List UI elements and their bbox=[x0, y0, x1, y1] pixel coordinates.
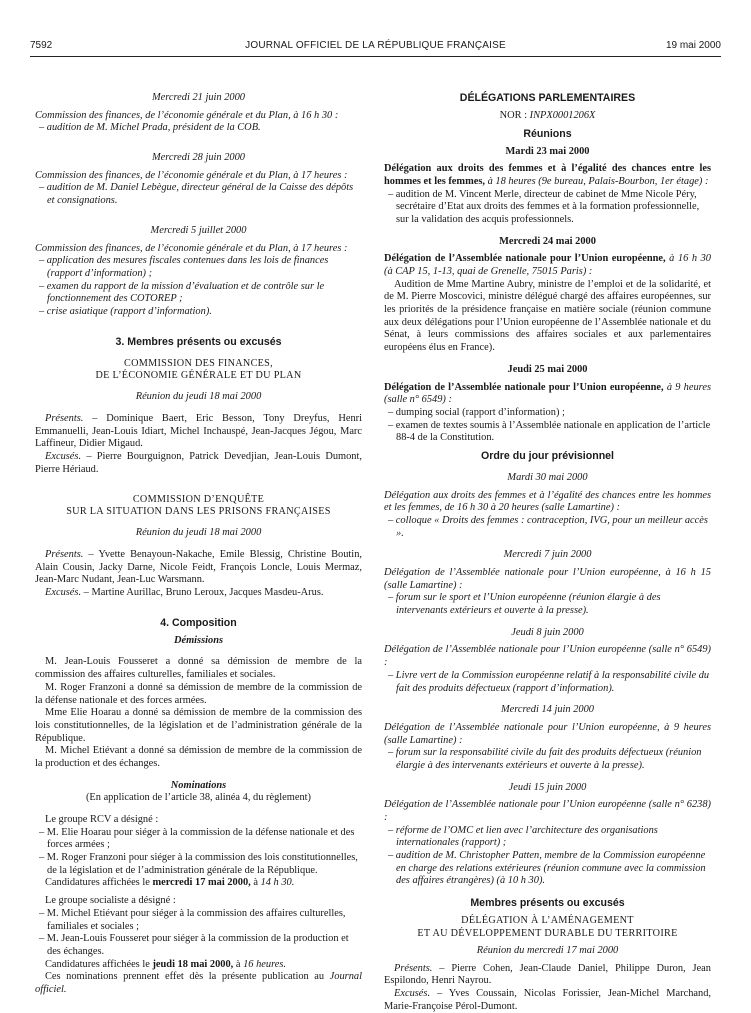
attendees-excused: Excusés. – Martine Aurillac, Bruno Leroux, Jacques Masdeu-Arus. bbox=[45, 587, 324, 599]
committee-name: ET AU DÉVELOPPEMENT DURABLE DU TERRITOIRE bbox=[417, 927, 678, 939]
meeting-date: Réunion du jeudi 18 mai 2000 bbox=[135, 527, 262, 539]
subsection-title: Nominations bbox=[170, 779, 227, 791]
date-heading: Mardi 30 mai 2000 bbox=[507, 471, 588, 483]
paragraph: Ces nominations prennent effet dès la présente publication au Journal officiel. bbox=[35, 971, 362, 995]
journal-title: JOURNAL OFFICIEL DE LA RÉPUBLIQUE FRANÇAISE bbox=[245, 40, 506, 51]
agenda-item: – réforme de l’OMC et lien avec l’architecture des organisations internationales (rapport) ; bbox=[388, 824, 658, 849]
committee-name: COMMISSION D’ENQUÊTE bbox=[132, 493, 265, 505]
date-heading: Jeudi 15 juin 2000 bbox=[508, 781, 587, 793]
meeting-date: Réunion du jeudi 18 mai 2000 bbox=[135, 391, 262, 403]
meeting-date: Réunion du mercredi 17 mai 2000 bbox=[476, 944, 619, 956]
agenda-item: – forum sur le sport et l’Union européenne (réunion élargie à des intervenants extérieurs et ouverte à la presse). bbox=[388, 592, 661, 617]
committee-name: COMMISSION DES FINANCES, bbox=[124, 357, 273, 369]
agenda-item: – audition de M. Vincent Merle, directeur de cabinet de Mme Nicole Péry, secrétaire d’Etat aux droits des femmes et à la formation professionnelle, sur la validation des acquis professionnels. bbox=[388, 188, 700, 225]
agenda-item: – examen du rapport de la mission d’évaluation et de contrôle sur le fonctionnement des COTOREP ; bbox=[39, 280, 325, 305]
paragraph: M. Jean-Louis Fousseret a donné sa démission de membre de la commission des affaires culturelles, familiales et sociales. bbox=[35, 656, 362, 681]
agenda-item: – audition de M. Michel Prada, président de la COB. bbox=[39, 122, 261, 134]
header-rule bbox=[30, 56, 721, 57]
meeting-heading: Délégation de l’Assemblée nationale pour l’Union européenne, à 9 heures (salle n° 6549) : bbox=[384, 381, 711, 406]
meeting-heading: Délégation aux droits des femmes et à l’égalité des chances entre les hommes et les femmes, à 18 heures (9e bureau, Palais-Bourbon, 1er étage) : bbox=[384, 163, 711, 187]
date-heading: Mercredi 21 juin 2000 bbox=[151, 92, 246, 103]
date-heading: Mercredi 24 mai 2000 bbox=[499, 235, 596, 247]
paragraph: M. Roger Franzoni a donné sa démission de membre de la commission de la défense nationale et des forces armées. bbox=[35, 681, 362, 706]
agenda-item: – Livre vert de la Commission européenne relatif à la responsabilité civile du fait des produits défectueux (rapport d’information). bbox=[388, 669, 710, 694]
agenda-item: – examen de textes soumis à l’Assemblée nationale en application de l’article 88-4 de la Constitution. bbox=[388, 419, 711, 444]
paragraph: M. Michel Etiévant a donné sa démission de membre de la commission de la production et des échanges. bbox=[35, 745, 362, 769]
committee-name: DÉLÉGATION À L’AMÉNAGEMENT bbox=[461, 915, 634, 927]
subsection-title: Réunions bbox=[523, 127, 572, 140]
left-column bbox=[35, 92, 362, 997]
attendees-present: Présents. – Dominique Baert, Eric Besson, Tony Dreyfus, Henri Emmanuelli, Jean-Louis Idiart, Michel Inchauspé, Jean-Jacques Jégou, Marc Laffineur, Didier Migaud. bbox=[35, 413, 362, 450]
attendees-excused: Excusés. – Pierre Bourguignon, Patrick Devedjian, Jean-Louis Dumont, Pierre Hériaud. bbox=[35, 451, 362, 475]
meeting-heading: Délégation aux droits des femmes et à l’égalité des chances entre les hommes et les femmes, de 16 h 30 à 20 heures (salle Lamartine) : bbox=[384, 489, 711, 514]
agenda-item: – application des mesures fiscales contenues dans les lois de finances (rapport d’information) ; bbox=[39, 255, 329, 279]
agenda-item: Audition de Mme Martine Aubry, ministre de l’emploi et de la solidarité, et de M. Pierre Moscovici, ministre délégué chargé des affaires européennes, sur les priorités de la présidence française en matière sociale (réunion commune aux deux délégations pour l’Union européenne de l’Assemblée nationale et du Sénat, à leurs commissions des affaires sociales et aux parlementaires européens élus en France). bbox=[384, 278, 711, 354]
subsection-title: Ordre du jour prévisionnel bbox=[480, 449, 615, 462]
section-title: 4. Composition bbox=[160, 616, 237, 629]
meeting-heading: Commission des finances, de l’économie générale et du Plan, à 17 heures : bbox=[35, 169, 348, 181]
agenda-item: – audition de M. Daniel Lebègue, directeur général de la Caisse des dépôts et consignations. bbox=[39, 182, 354, 207]
date-heading: Mercredi 28 juin 2000 bbox=[151, 152, 246, 164]
section-title: DÉLÉGATIONS PARLEMENTAIRES bbox=[459, 92, 636, 104]
paragraph: Le groupe socialiste a désigné : bbox=[45, 895, 176, 907]
section-title: 3. Membres présents ou excusés bbox=[115, 335, 282, 348]
committee-name: DE L’ÉCONOMIE GÉNÉRALE ET DU PLAN bbox=[95, 369, 302, 381]
meeting-heading: Commission des finances, de l’économie générale et du Plan, à 16 h 30 : bbox=[35, 109, 339, 121]
agenda-item: – crise asiatique (rapport d’information). bbox=[39, 305, 212, 317]
date-heading: Mercredi 14 juin 2000 bbox=[500, 704, 595, 716]
date-heading: Mercredi 5 juillet 2000 bbox=[150, 224, 247, 236]
date-heading: Mardi 23 mai 2000 bbox=[505, 145, 590, 157]
agenda-item: – dumping social (rapport d’information) ; bbox=[388, 406, 565, 418]
paragraph: Candidatures affichées le mercredi 17 mai 2000, à 14 h 30. bbox=[45, 877, 295, 889]
meeting-heading: Délégation de l’Assemblée nationale pour l’Union européenne, à 16 h 30 (à CAP 15, 1-13, quai de Grenelle, 75015 Paris) : bbox=[384, 253, 711, 278]
agenda-item: – audition de M. Christopher Patten, membre de la Commission européenne en charge des relations extérieures (réunion commune avec la commission des affaires étrangères) (à 10 h 30). bbox=[388, 850, 706, 887]
paragraph: Candidatures affichées le jeudi 18 mai 2000, à 16 heures. bbox=[45, 958, 286, 970]
meeting-heading: Délégation de l’Assemblée nationale pour l’Union européenne, à 16 h 15 (salle Lamartine) : bbox=[384, 567, 711, 591]
agenda-item: – forum sur la responsabilité civile du fait des produits défectueux (réunion élargie à des intervenants extérieurs et ouverte à la presse). bbox=[388, 747, 702, 771]
issue-date: 19 mai 2000 bbox=[665, 40, 721, 51]
list-item: – M. Michel Etiévant pour siéger à la commission des affaires culturelles, familiales et sociales ; bbox=[39, 907, 346, 932]
subsection-title: Démissions bbox=[173, 634, 224, 646]
agenda-item: – colloque « Droits des femmes : contraception, IVG, pour un meilleur accès ». bbox=[388, 514, 708, 539]
subsection-subtitle: (En application de l’article 38, alinéa 4, du règlement) bbox=[85, 792, 312, 804]
meeting-heading: Commission des finances, de l’économie générale et du Plan, à 17 heures : bbox=[35, 242, 348, 254]
meeting-heading: Délégation de l’Assemblée nationale pour l’Union européenne (salle n° 6549) : bbox=[384, 644, 711, 669]
list-item: – M. Roger Franzoni pour siéger à la commission des lois constitutionnelles, de la législation et de l’administration générale de la République. bbox=[39, 852, 358, 876]
paragraph: Le groupe RCV a désigné : bbox=[45, 814, 159, 826]
date-heading: Mercredi 7 juin 2000 bbox=[503, 549, 592, 561]
right-column bbox=[384, 92, 711, 1013]
committee-name: SUR LA SITUATION DANS LES PRISONS FRANÇAISES bbox=[66, 505, 331, 517]
page-number: 7592 bbox=[30, 40, 53, 51]
subsection-title: Membres présents ou excusés bbox=[470, 897, 625, 910]
attendees-present: Présents. – Pierre Cohen, Jean-Claude Daniel, Philippe Duron, Jean Espilondo, Henri Nayrou. bbox=[384, 962, 711, 987]
nor-reference: NOR : INPX0001206X bbox=[499, 109, 596, 121]
date-heading: Jeudi 8 juin 2000 bbox=[511, 626, 584, 638]
list-item: – M. Jean-Louis Fousseret pour siéger à la commission de la production et des échanges. bbox=[39, 933, 349, 957]
attendees-excused: Excusés. – Yves Coussain, Nicolas Forissier, Jean-Michel Marchand, Marie-Françoise Pérol-Dumont. bbox=[384, 988, 711, 1012]
meeting-heading: Délégation de l’Assemblée nationale pour l’Union européenne, à 9 heures (salle Lamartine) : bbox=[384, 721, 711, 746]
list-item: – M. Elie Hoarau pour siéger à la commission de la défense nationale et des forces armées ; bbox=[39, 826, 355, 851]
attendees-present: Présents. – Yvette Benayoun-Nakache, Emile Blessig, Christine Boutin, Alain Cousin, Jacky Darne, Nicole Feidt, François Loncle, Louis Mermaz, Jean-Marc Nudant, Jean-Luc Warsmann. bbox=[35, 549, 362, 586]
date-heading: Jeudi 25 mai 2000 bbox=[507, 363, 588, 375]
page-header bbox=[30, 40, 721, 54]
paragraph: Mme Elie Hoarau a donné sa démission de membre de la commission des lois constitutionnelles, de la législation et de l’administration générale de la République. bbox=[35, 707, 362, 744]
meeting-heading: Délégation de l’Assemblée nationale pour l’Union européenne (salle n° 6238) : bbox=[384, 799, 711, 824]
